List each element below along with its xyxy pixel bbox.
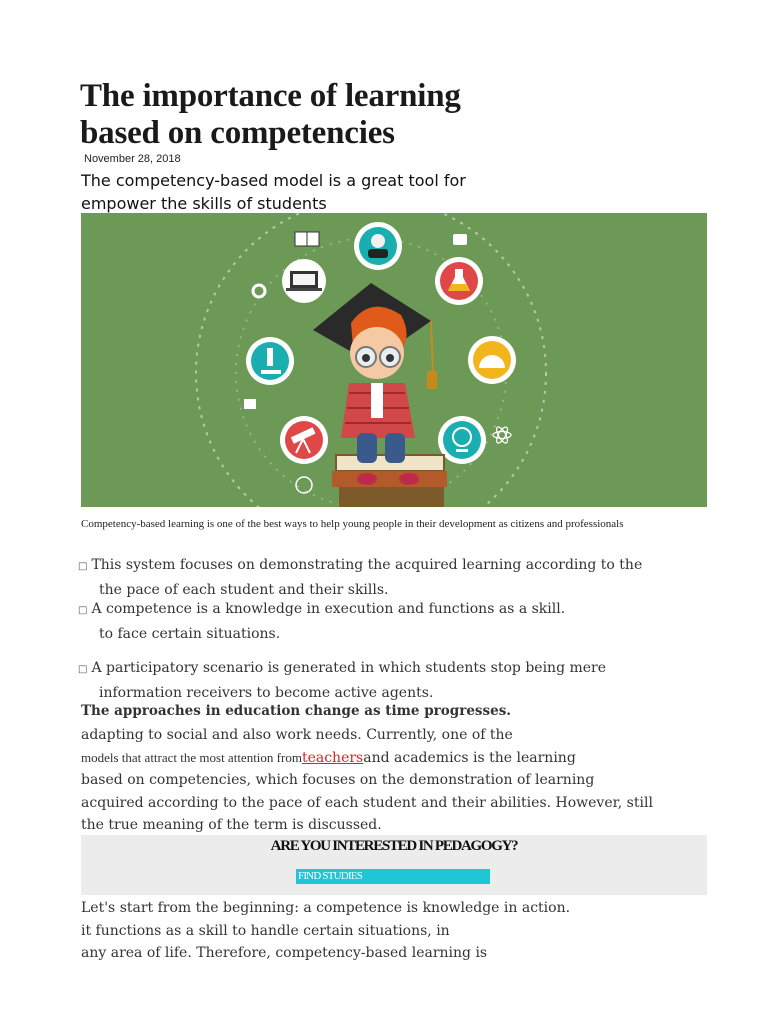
- bullet-item: [78, 657, 678, 704]
- paragraph-line: it functions as a skill to handle certain situations, in: [81, 922, 450, 939]
- article-subtitle: The competency-based model is a great tool for empower the skills of students: [81, 171, 466, 213]
- bullet-text-continuation: the pace of each student and their skills.: [99, 581, 389, 598]
- article-date: November 28, 2018: [84, 153, 181, 165]
- laptop-icon: [282, 259, 326, 303]
- paragraph-text: and academics is the learning: [363, 749, 576, 766]
- chat-icon: [453, 234, 467, 245]
- microscope-icon: [246, 337, 294, 385]
- bullet-marker: □: [78, 664, 88, 675]
- teacher-icon: [354, 222, 402, 270]
- pedagogy-banner: [81, 835, 707, 895]
- bullet-item: [78, 598, 678, 645]
- banner-title: ARE YOU INTERESTED IN PEDAGOGY?: [270, 838, 518, 854]
- bullet-text: A participatory scenario is generated in which students stop being mere: [91, 660, 607, 676]
- section-lead: The approaches in education change as time progresses.: [81, 703, 512, 719]
- body-paragraph: [81, 724, 671, 837]
- globe-icon: [438, 416, 486, 464]
- image-caption: Competency-based learning is one of the best ways to help young people in their development as citizens and professionals: [81, 518, 624, 530]
- paragraph-line: adapting to social and also work needs. Currently, one of the: [81, 727, 513, 743]
- bullet-text: A competence is a knowledge in execution and functions as a skill.: [91, 601, 566, 617]
- bullet-item: [78, 554, 678, 601]
- paragraph-line: based on competencies, which focuses on the demonstration of learning: [81, 772, 595, 788]
- paragraph-text: models that attract the most attention from: [81, 749, 302, 765]
- paragraph-line: Let's start from the beginning: a competence is knowledge in action.: [81, 900, 571, 916]
- telescope-icon: [280, 416, 328, 464]
- competency-illustration: [81, 213, 707, 507]
- find-studies-button[interactable]: FIND STUDIES: [296, 869, 490, 884]
- bullet-text-continuation: to face certain situations.: [99, 625, 281, 642]
- teachers-link[interactable]: teachers: [301, 749, 364, 766]
- bullet-text-continuation: information receivers to become active agents.: [99, 684, 434, 701]
- paragraph-line: any area of life. Therefore, competency-based learning is: [81, 945, 488, 961]
- article-title: The importance of learning based on competencies: [80, 78, 461, 151]
- bullet-marker: □: [78, 561, 88, 572]
- bullet-marker: □: [78, 605, 88, 616]
- hero-illustration: [81, 213, 707, 507]
- flask-icon: [435, 257, 483, 305]
- paragraph-line: the true meaning of the term is discussed.: [81, 817, 382, 833]
- bullet-text: This system focuses on demonstrating the acquired learning according to the: [91, 557, 643, 573]
- protractor-icon: [468, 336, 516, 384]
- book-icon: [295, 232, 319, 246]
- paragraph-line: [81, 747, 671, 770]
- body-paragraph: [81, 897, 671, 965]
- paragraph-line: acquired according to the pace of each student and their abilities. However, still: [81, 794, 653, 811]
